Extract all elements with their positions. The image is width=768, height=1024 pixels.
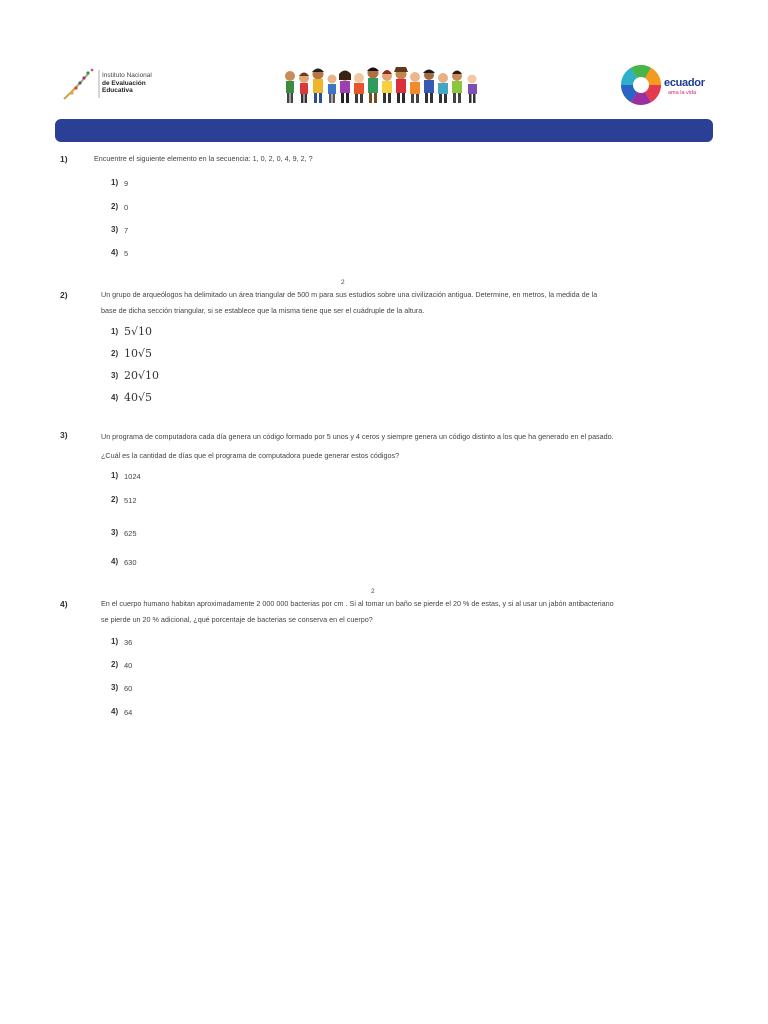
question-text	[94, 151, 313, 167]
ecuador-logo-word: ecuador	[664, 77, 705, 89]
superscript-exponent: 2	[371, 588, 375, 595]
question-text-line: Encuentre el siguiente elemento en la secuencia: 1, 0, 2, 0, 4, 9, 2, ?	[94, 154, 313, 163]
option-number: 3)	[111, 371, 119, 380]
option-value: 512	[124, 496, 137, 505]
question-text-line: En el cuerpo humano habitan aproximadamente 2 000 000 bacterias por cm . Si al tomar un baño se pierde el 20 % de estas, y si al usar un jabón antibacteriano	[101, 599, 614, 608]
question-number: 3)	[60, 430, 68, 440]
question-text-line: se pierde un 20 % adicional, ¿qué porcentaje de bacterias se conserva en el cuerpo?	[101, 614, 373, 624]
option-number: 4)	[111, 393, 119, 402]
option-number: 1)	[111, 637, 119, 646]
option-value: 625	[124, 529, 137, 538]
question-text	[101, 287, 597, 318]
children-group-illustration	[282, 64, 484, 106]
option-value: 10√5	[124, 347, 153, 360]
question-text-line: ¿Cuál es la cantidad de días que el programa de computadora puede generar estos códigos?	[101, 451, 400, 460]
option-number: 4)	[111, 248, 119, 257]
option-number: 1)	[111, 471, 119, 480]
child-figure	[285, 71, 295, 103]
question-number: 1)	[60, 154, 68, 164]
question-text	[101, 427, 614, 465]
option-value: 5√10	[124, 325, 153, 338]
option-value: 1024	[124, 472, 141, 481]
institute-line-1: Instituto Nacional	[102, 72, 152, 79]
question-number: 2)	[60, 290, 68, 300]
option-value: 0	[124, 203, 129, 212]
question-text-line: base de dicha sección triangular, si se establece que la misma tiene que ser el cuádruple de la altura.	[101, 305, 425, 315]
institute-line-3: Educativa	[102, 87, 133, 94]
header-band	[55, 119, 713, 142]
option-value: 64	[124, 708, 133, 717]
page-header	[0, 0, 768, 118]
option-value: 630	[124, 558, 137, 567]
option-value: 60	[124, 684, 133, 693]
option-number: 4)	[111, 557, 119, 566]
ecuador-sun-logo-icon	[618, 60, 666, 110]
institute-logo-icon	[62, 66, 102, 102]
option-value: 36	[124, 638, 133, 647]
option-number: 2)	[111, 202, 119, 211]
option-number: 2)	[111, 349, 119, 358]
option-value: 40	[124, 661, 133, 670]
option-number: 2)	[111, 495, 119, 504]
option-value: 5	[124, 249, 129, 258]
ecuador-logo	[618, 60, 710, 110]
question-text-line: Un programa de computadora cada día genera un código formado por 5 unos y 4 ceros y siempre genera un código distinto a los que ha generado en el pasado.	[101, 432, 614, 441]
option-number: 1)	[111, 327, 119, 336]
option-value: 20√10	[124, 369, 160, 382]
option-value: 9	[124, 179, 129, 188]
option-number: 1)	[111, 178, 119, 187]
question-text-line: Un grupo de arqueólogos ha delimitado un área triangular de 500 m para sus estudios sobre una civilización antigua. Determine, en metros, la medida de la	[101, 290, 598, 299]
option-number: 4)	[111, 707, 119, 716]
option-value: 40√5	[124, 391, 153, 404]
institute-line-2: de Evaluación	[102, 79, 146, 87]
question-text	[101, 596, 614, 627]
ecuador-logo-tagline: ama la vida	[668, 90, 697, 96]
option-number: 2)	[111, 660, 119, 669]
option-number: 3)	[111, 683, 119, 692]
option-value: 7	[124, 226, 129, 235]
superscript-exponent: 2	[341, 279, 345, 286]
question-number: 4)	[60, 599, 68, 609]
institute-logo	[62, 66, 162, 104]
option-number: 3)	[111, 225, 119, 234]
option-number: 3)	[111, 528, 119, 537]
